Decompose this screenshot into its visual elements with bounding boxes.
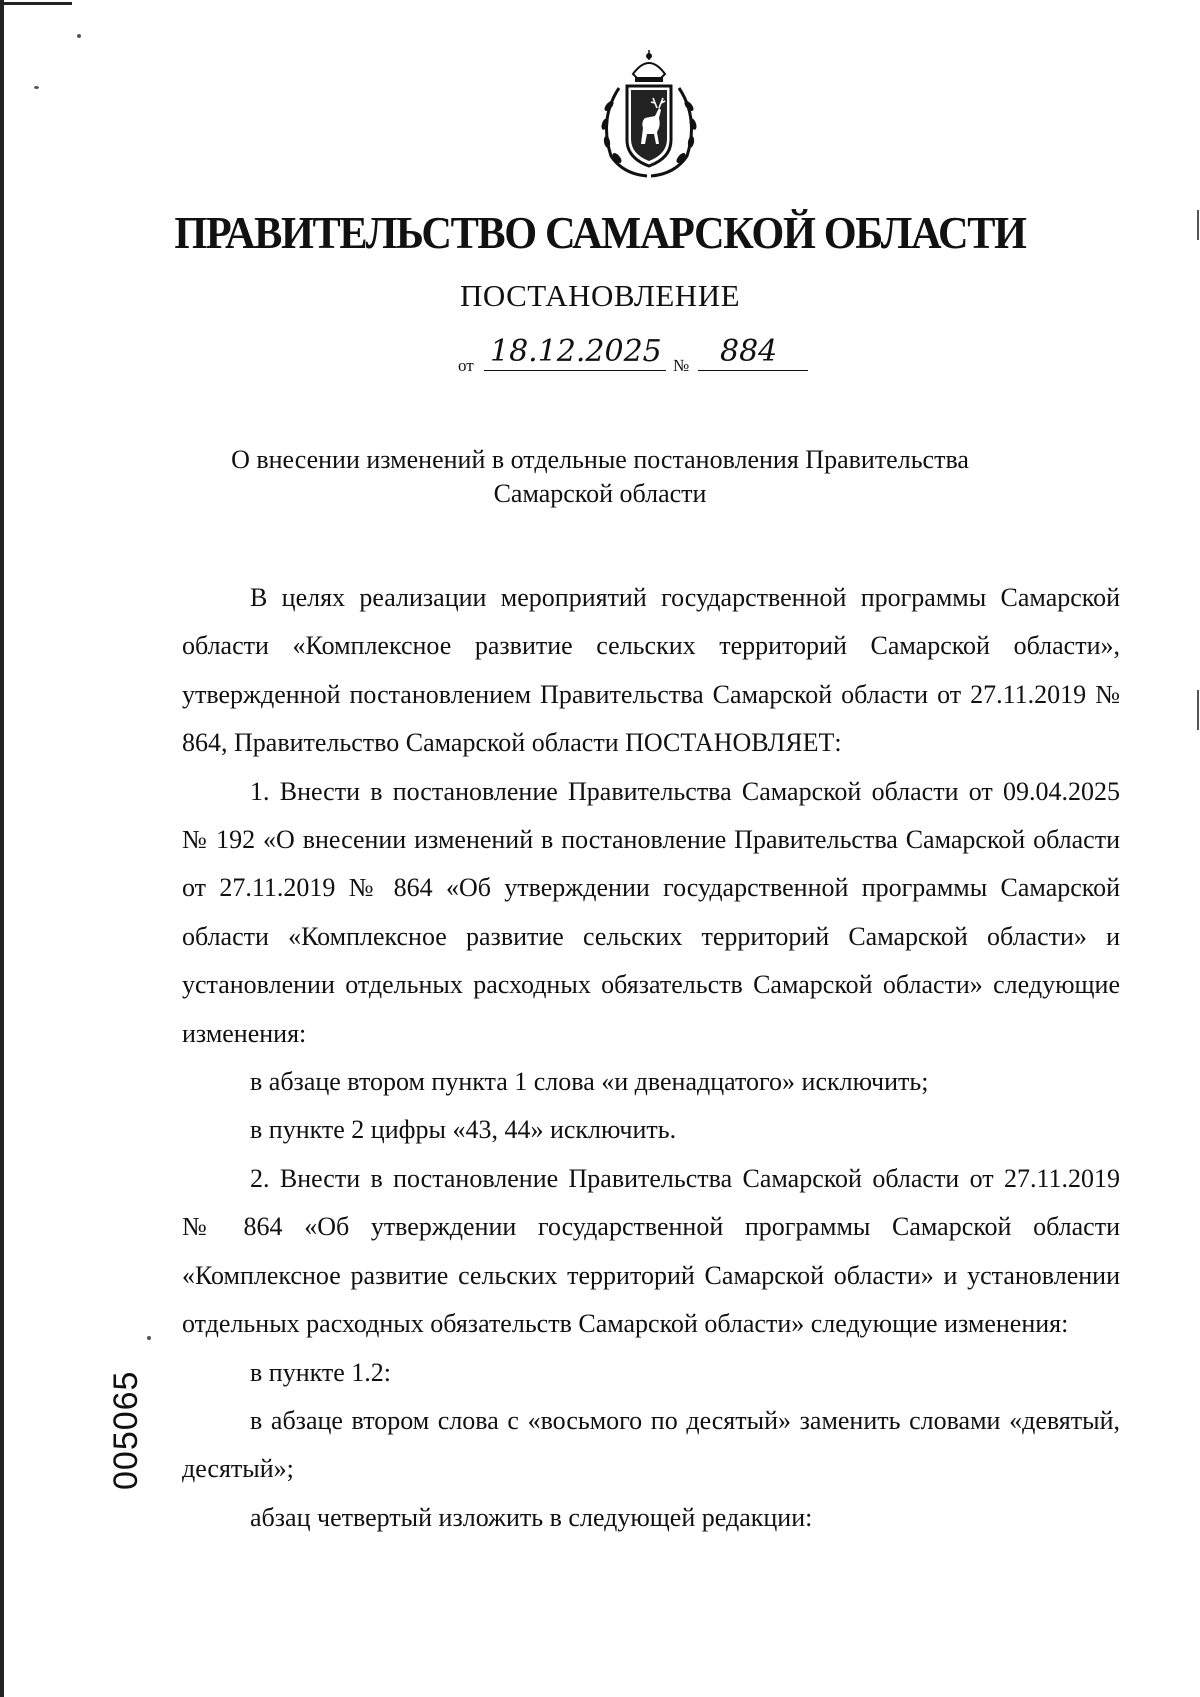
scan-speck: [1197, 690, 1199, 730]
coat-of-arms-icon: [589, 48, 709, 180]
paragraph-item-1: 1. Внести в постановление Правительства Самарской области от 09.04.2025 № 192 «О внесении изменений в постановление Правительства Самарской области от 27.11.2019 № 864 «Об утверждении государственной программы Самарской области «Комплексное развитие сельских территорий Самарской области» и установлении отдельных расходных обязательств Самарской области» следующие изменения:: [182, 776, 1120, 1048]
scan-speck: [1197, 210, 1199, 240]
scan-speck: [147, 1336, 151, 1340]
page-edge-line: [0, 0, 4, 1697]
number-underline: [698, 370, 808, 371]
paragraph-item-1-change-a: в абзаце втором пункта 1 слова «и двенадцатого» исключить;: [250, 1067, 929, 1097]
date-underline: [484, 370, 666, 371]
scan-speck: [77, 34, 81, 38]
paragraph-preamble: В целях реализации мероприятий государственной программы Самарской области «Комплексное развитие сельских территорий Самарской области», утвержденной постановлением Правительства Самарской области от 27.11.2019 № 864, Правительство Самарской области ПОСТАНОВЛЯЕТ:: [182, 583, 1120, 758]
handwritten-date: 18.12.2025: [490, 334, 662, 369]
handwritten-number: 884: [720, 334, 778, 369]
subject-line-2: Самарской области: [493, 479, 707, 508]
document-type: ПОСТАНОВЛЕНИЕ: [459, 278, 741, 313]
margin-serial-number: 005065: [107, 1370, 145, 1490]
paragraph-item-2: 2. Внести в постановление Правительства Самарской области от 27.11.2019 № 864 «Об утверждении государственной программы Самарской области «Комплексное развитие сельских территорий Самарской области» и установлении отдельных расходных обязательств Самарской области» следующие изменения:: [182, 1163, 1120, 1339]
corner-mark: [4, 2, 72, 5]
subject-line-1: О внесении изменений в отдельные постановления Правительства: [231, 445, 969, 474]
paragraph-item-1-change-b: в пункте 2 цифры «43, 44» исключить.: [250, 1115, 677, 1145]
date-prefix: от: [458, 356, 474, 375]
scan-speck: [34, 86, 39, 89]
number-prefix: №: [673, 356, 690, 375]
document-body: [182, 574, 1120, 1542]
paragraph-item-2-change-b: абзац четвертый изложить в следующей редакции:: [250, 1502, 813, 1532]
paragraph-item-2-point: в пункте 1.2:: [250, 1357, 392, 1387]
paragraph-item-2-change-a: в абзаце втором слова с «восьмого по десятый» заменить словами «девятый, десятый»;: [182, 1405, 1120, 1484]
document-subject: [0, 443, 1200, 511]
government-title: ПРАВИТЕЛЬСТВО САМАРСКОЙ ОБЛАСТИ: [174, 207, 1026, 258]
